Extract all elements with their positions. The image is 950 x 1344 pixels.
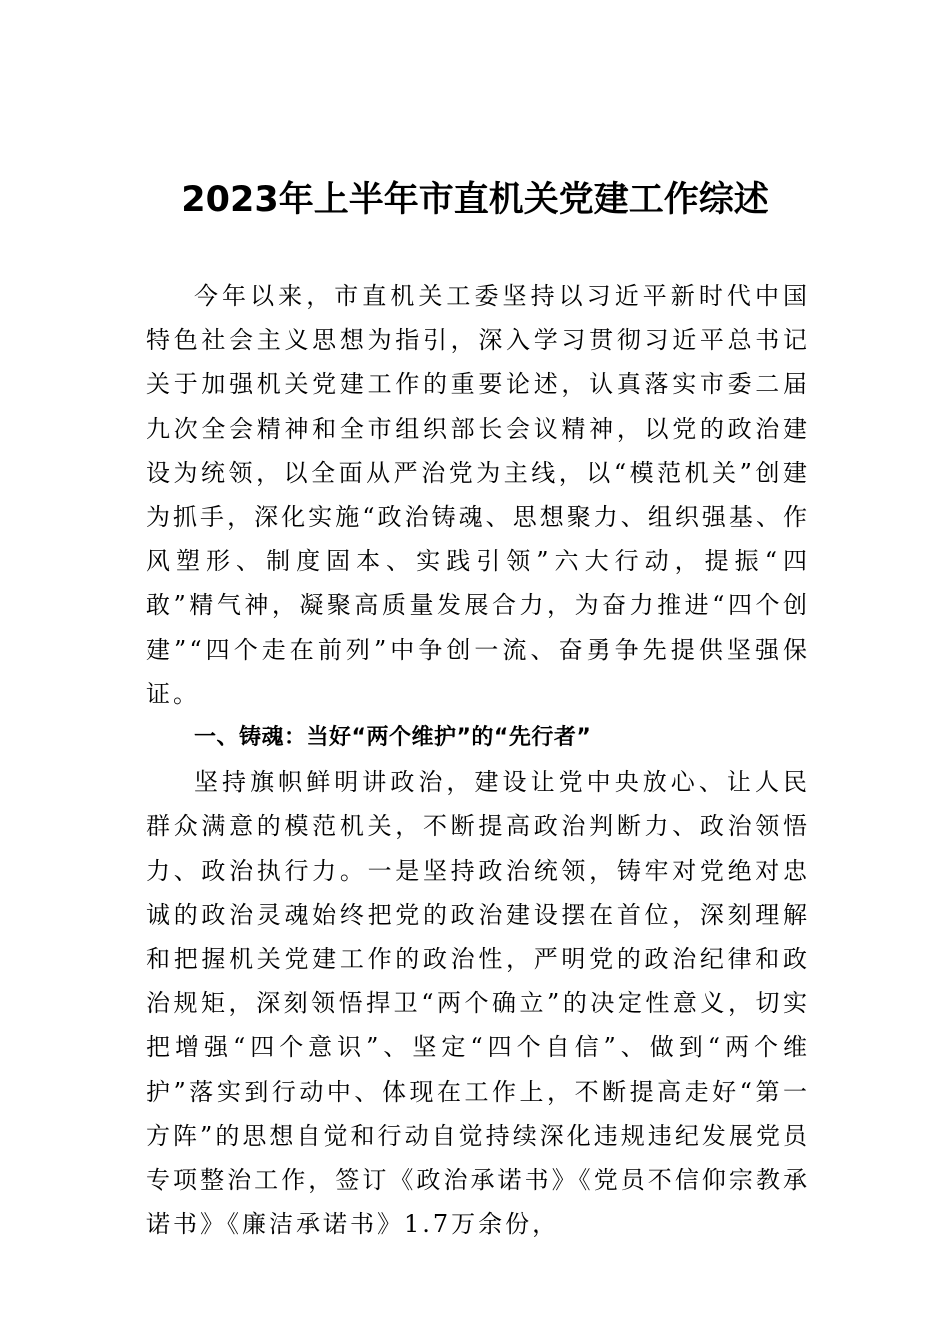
document-title: 2023年上半年市直机关党建工作综述 <box>181 180 769 220</box>
document-body <box>146 274 810 1246</box>
section-1-paragraph: 坚持旗帜鲜明讲政治，建设让党中央放心、让人民群众满意的模范机关，不断提高政治判断力、政治领悟力、政治执行力。一是坚持政治统领，铸牢对党绝对忠诚的政治灵魂始终把党的政治建设摆在首位，深刻理解和把握机关党建工作的政治性，严明党的政治纪律和政治规矩，深刻领悟捍卫“两个确立”的决定性意义，切实把增强“四个意识”、坚定“四个自信”、做到“两个维护”落实到行动中、体现在工作上，不断提高走好“第一方阵”的思想自觉和行动自觉持续深化违规违纪发展党员专项整治工作，签订《政治承诺书》《党员不信仰宗教承诺书》《廉洁承诺书》1.7万余份， <box>146 768 810 1239</box>
intro-paragraph: 今年以来，市直机关工委坚持以习近平新时代中国特色社会主义思想为指引，深入学习贯彻习近平总书记关于加强机关党建工作的重要论述，认真落实市委二届九次全会精神和全市组织部长会议精神，以党的政治建设为统领，以全面从严治党为主线，以“模范机关”创建为抓手，深化实施“政治铸魂、思想聚力、组织强基、作风塑形、制度固本、实践引领”六大行动，提振“四敢”精气神，凝聚高质量发展合力，为奋力推进“四个创建”“四个走在前列”中争创一流、奋勇争先提供坚强保证。 <box>146 282 810 708</box>
section-1-heading: 一、铸魂：当好“两个维护”的“先行者” <box>194 725 592 751</box>
